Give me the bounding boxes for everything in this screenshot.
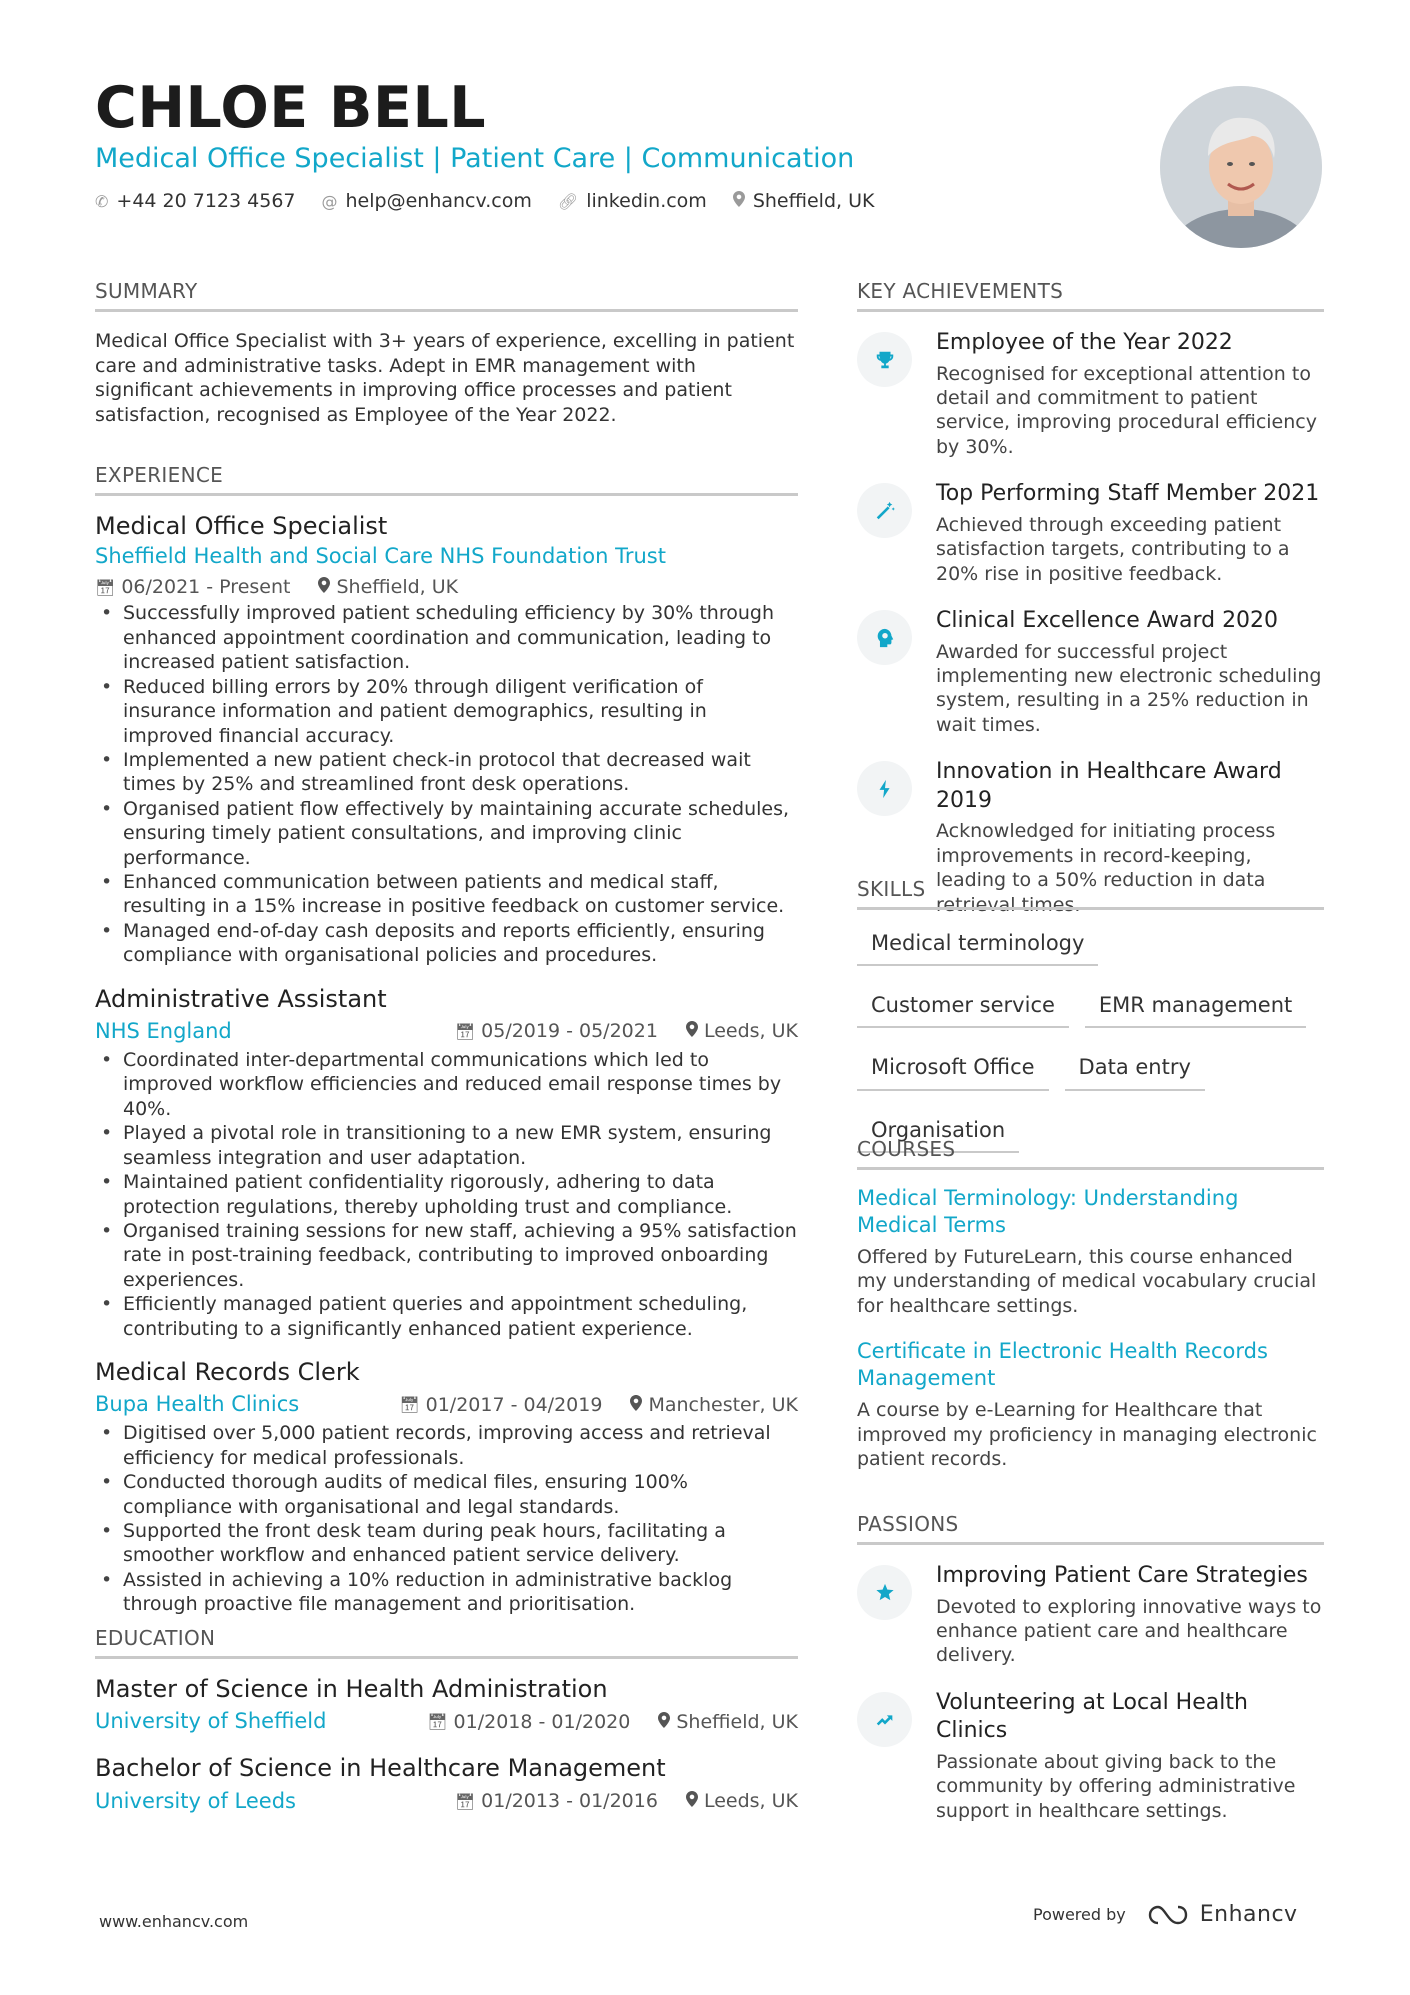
job-bullet: • Organised training sessions for new staff, achieving a 95% satisfaction rate in post-training feedback, contributing to improved onboarding experiences. xyxy=(95,1219,798,1292)
location-pin-icon xyxy=(686,1791,698,1811)
job-title: Medical Office Specialist xyxy=(95,512,388,540)
contact-linkedin[interactable] xyxy=(558,190,707,212)
calendar-icon: 📅︎ xyxy=(454,1791,476,1811)
job-bullet: • Supported the front desk team during peak hours, facilitating a smoother workflow and enhanced patient service delivery. xyxy=(95,1519,798,1568)
job-entry xyxy=(95,984,798,1341)
achievement-item xyxy=(857,329,1324,459)
job-bullet: • Conducted thorough audits of medical files, ensuring 100% compliance with organisational and legal standards. xyxy=(95,1470,798,1519)
contact-email[interactable] xyxy=(322,190,532,212)
contact-location-text: Sheffield, UK xyxy=(752,190,875,212)
candidate-name: CHLOE BELL xyxy=(95,75,487,141)
footer-powered-by: Powered by xyxy=(1033,1905,1126,1924)
lightning-bolt-icon xyxy=(857,761,912,816)
location-pin-icon xyxy=(318,577,330,597)
achievement-title: Top Performing Staff Member 2021 xyxy=(936,481,1320,507)
phone-icon: ✆ xyxy=(95,191,109,211)
education-entry xyxy=(95,1753,798,1814)
job-bullet: • Successfully improved patient scheduling efficiency by 30% through enhanced appointment coordination and communication, leading to increased patient satisfaction. xyxy=(95,601,798,674)
courses-section xyxy=(857,1137,1324,1471)
achievement-desc: Recognised for exceptional attention to detail and commitment to patient service, improving procedural efficiency by 30%. xyxy=(936,362,1317,458)
achievement-desc: Awarded for successful project implementing new electronic scheduling system, resulting in a 25% reduction in wait times. xyxy=(936,640,1322,736)
course-desc: Offered by FutureLearn, this course enhanced my understanding of medical vocabulary crucial for healthcare settings. xyxy=(857,1246,1317,1317)
skills-title: SKILLS xyxy=(857,877,1324,910)
course-title: Certificate in Electronic Health Records Management xyxy=(857,1339,1268,1391)
summary-title: SUMMARY xyxy=(95,279,798,312)
link-icon: 🔗︎ xyxy=(557,191,579,211)
achievement-desc: Achieved through exceeding patient satisfaction targets, contributing to a 20% rise in positive feedback. xyxy=(936,513,1290,585)
passions-title: PASSIONS xyxy=(857,1512,1324,1545)
passion-desc: Passionate about giving back to the community by offering administrative support in healthcare settings. xyxy=(936,1751,1296,1822)
contact-phone-text: +44 20 7123 4567 xyxy=(116,190,296,212)
education-school: University of Sheffield xyxy=(95,1709,327,1734)
handshake-icon xyxy=(857,1692,912,1747)
job-title: Medical Records Clerk xyxy=(95,1357,360,1386)
job-location: Sheffield, UK xyxy=(336,576,459,599)
course-desc: A course by e-Learning for Healthcare that improved my proficiency in managing electronic patient records. xyxy=(857,1399,1317,1471)
experience-section xyxy=(95,463,798,1617)
magic-wand-icon xyxy=(857,483,912,538)
location-pin-icon xyxy=(658,1712,670,1732)
job-dates: 05/2019 - 05/2021 xyxy=(481,1020,658,1043)
course-item xyxy=(857,1185,1324,1318)
summary-section xyxy=(95,279,798,427)
job-bullet: • Coordinated inter-departmental communications which led to improved workflow efficiencies and reduced email response times by 40%. xyxy=(95,1048,798,1121)
star-badge-icon xyxy=(857,1565,912,1620)
footer-brand: Enhancv xyxy=(1199,1902,1298,1927)
achievement-desc: Acknowledged for initiating process improvements in record-keeping, leading to a 50% reduction in data retrieval times. xyxy=(936,820,1276,916)
contact-row xyxy=(95,190,874,212)
contact-phone[interactable] xyxy=(95,190,296,212)
job-bullet: • Reduced billing errors by 20% through diligent verification of insurance information and patient demographics, resulting in improved financial accuracy. xyxy=(95,675,798,748)
education-degree: Bachelor of Science in Healthcare Management xyxy=(95,1754,666,1783)
passions-section xyxy=(857,1512,1324,1823)
skill-tag: Customer service xyxy=(857,987,1069,1028)
achievement-title: Clinical Excellence Award 2020 xyxy=(936,608,1279,634)
passion-title: Improving Patient Care Strategies xyxy=(936,1563,1308,1588)
job-title: Administrative Assistant xyxy=(95,984,387,1013)
achievement-item xyxy=(857,607,1324,737)
job-location: Manchester, UK xyxy=(648,1393,798,1416)
education-location: Sheffield, UK xyxy=(676,1710,798,1733)
skill-tag: Medical terminology xyxy=(857,925,1098,966)
education-section xyxy=(95,1626,798,1815)
skills-list xyxy=(857,925,1324,1153)
enhancv-logo-icon xyxy=(1148,1904,1192,1926)
job-bullet: • Digitised over 5,000 patient records, improving access and retrieval efficiency for medical professionals. xyxy=(95,1421,798,1470)
education-dates: 01/2018 - 01/2020 xyxy=(453,1710,631,1733)
experience-title: EXPERIENCE xyxy=(95,463,798,496)
courses-title: COURSES xyxy=(857,1137,1324,1170)
at-icon: @ xyxy=(321,191,338,211)
footer-branding[interactable] xyxy=(1033,1902,1298,1927)
trophy-icon xyxy=(857,332,912,387)
achievement-item xyxy=(857,480,1324,586)
job-bullet: • Implemented a new patient check-in protocol that decreased wait times by 25% and streamlined front desk operations. xyxy=(95,748,798,797)
location-pin-icon xyxy=(686,1021,698,1041)
achievement-title: Employee of the Year 2022 xyxy=(936,330,1233,355)
location-pin-icon xyxy=(733,191,745,211)
job-bullet: • Maintained patient confidentiality rigorously, adhering to data protection regulations, thereby upholding trust and compliance. xyxy=(95,1170,798,1219)
achievement-title: Innovation in Healthcare Award 2019 xyxy=(936,759,1282,813)
job-dates: 01/2017 - 04/2019 xyxy=(425,1393,603,1416)
job-entry xyxy=(95,1357,798,1617)
contact-linkedin-text: linkedin.com xyxy=(586,190,707,212)
achievements-section xyxy=(857,279,1324,917)
skill-tag: EMR management xyxy=(1085,987,1306,1028)
passion-item xyxy=(857,1689,1324,1823)
job-bullet: • Played a pivotal role in transitioning to a new EMR system, ensuring seamless integration and user adaptation. xyxy=(95,1121,798,1170)
calendar-icon: 📅︎ xyxy=(95,577,116,597)
skill-tag: Organisation xyxy=(857,1112,1019,1153)
course-title: Medical Terminology: Understanding Medical Terms xyxy=(857,1186,1239,1237)
job-bullet: • Efficiently managed patient queries and appointment scheduling, contributing to a significantly enhanced patient experience. xyxy=(95,1292,798,1341)
job-bullet: • Managed end-of-day cash deposits and reports efficiently, ensuring compliance with organisational policies and procedures. xyxy=(95,919,798,968)
skill-tag: Microsoft Office xyxy=(857,1049,1049,1090)
job-company: NHS England xyxy=(95,1018,232,1043)
education-school: University of Leeds xyxy=(95,1788,296,1813)
education-title: EDUCATION xyxy=(95,1626,798,1659)
calendar-icon: 📅︎ xyxy=(399,1395,420,1415)
passion-item xyxy=(857,1562,1324,1668)
calendar-icon: 📅︎ xyxy=(454,1021,476,1041)
achievements-title: KEY ACHIEVEMENTS xyxy=(857,279,1324,312)
contact-email-text: help@enhancv.com xyxy=(345,190,532,212)
education-location: Leeds, UK xyxy=(703,1790,798,1813)
profile-photo xyxy=(1160,86,1322,248)
job-location: Leeds, UK xyxy=(703,1020,798,1043)
footer-website[interactable]: www.enhancv.com xyxy=(99,1912,249,1931)
job-company: Bupa Health Clinics xyxy=(95,1392,300,1417)
job-bullets xyxy=(95,1048,798,1341)
candidate-tagline: Medical Office Specialist | Patient Care | Communication xyxy=(95,143,855,174)
job-company: Sheffield Health and Social Care NHS Foundation Trust xyxy=(95,544,666,569)
passion-title: Volunteering at Local Health Clinics xyxy=(936,1689,1248,1744)
job-entry xyxy=(95,511,798,968)
passion-desc: Devoted to exploring innovative ways to enhance patient care and healthcare delivery. xyxy=(936,1595,1322,1667)
job-bullets xyxy=(95,1421,798,1616)
course-item xyxy=(857,1338,1324,1471)
education-dates: 01/2013 - 01/2016 xyxy=(481,1790,658,1813)
summary-text: Medical Office Specialist with 3+ years of experience, excelling in patient care and administrative tasks. Adept in EMR management with significant achievements in improving office processes and patient satisfaction, recognised as Employee of the Year 2022. xyxy=(95,330,795,426)
job-bullet: • Assisted in achieving a 10% reduction in administrative backlog through proactive file management and prioritisation. xyxy=(95,1568,798,1617)
location-pin-icon xyxy=(630,1395,642,1415)
job-bullet: • Enhanced communication between patients and medical staff, resulting in a 15% increase in positive feedback on customer service. xyxy=(95,870,798,919)
contact-location xyxy=(733,190,875,212)
job-dates: 06/2021 - Present xyxy=(121,576,291,599)
calendar-icon: 📅︎ xyxy=(427,1712,448,1732)
education-entry xyxy=(95,1674,798,1735)
job-bullet: • Organised patient flow effectively by maintaining accurate schedules, ensuring timely patient consultations, and improving clinic performance. xyxy=(95,797,798,870)
head-lightbulb-icon xyxy=(857,610,912,665)
education-degree: Master of Science in Health Administration xyxy=(95,1675,608,1703)
job-bullets xyxy=(95,601,798,967)
skill-tag: Data entry xyxy=(1065,1049,1205,1090)
skills-section xyxy=(857,877,1324,1153)
